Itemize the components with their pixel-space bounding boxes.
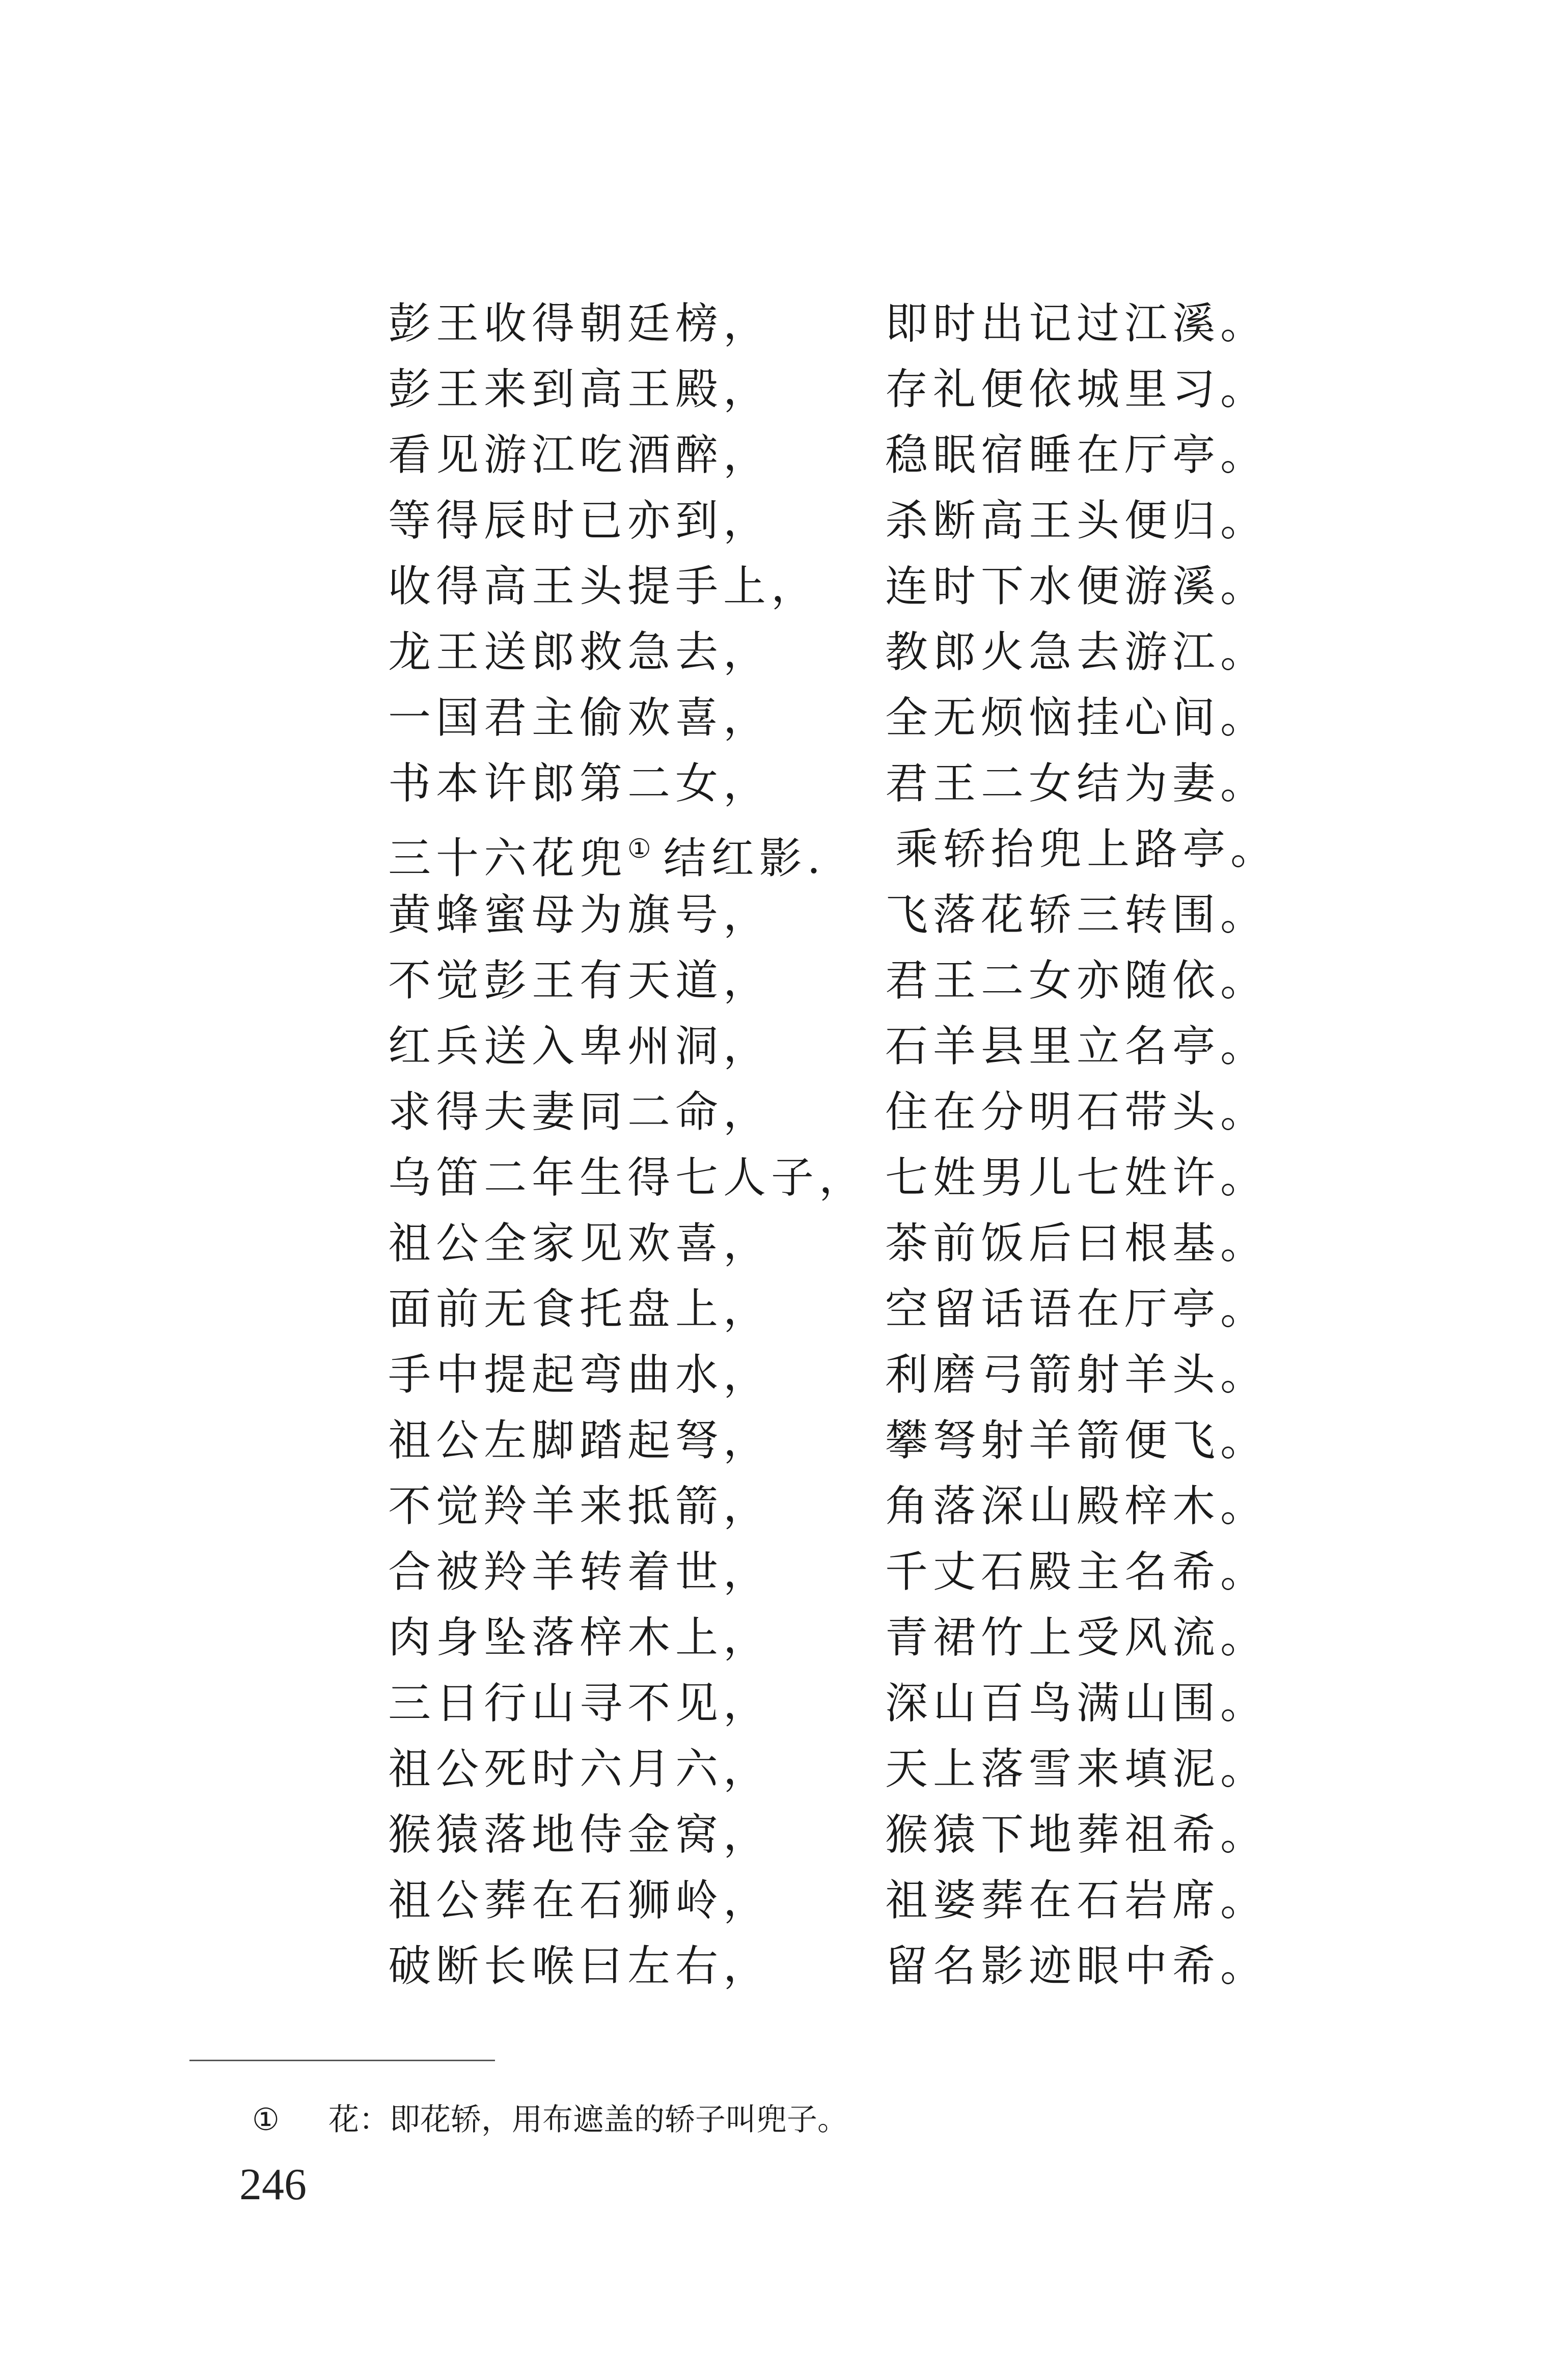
verse-right: 祖婆葬在石岩席。 (885, 1875, 1269, 1925)
verse-line-14 (0, 1144, 1568, 1211)
verse-line-10 (0, 882, 1568, 948)
verse-right: 君王二女亦随依。 (885, 955, 1269, 1005)
verse-left: 黄蜂蜜母为旗号， (388, 890, 772, 940)
verse-left: 收得高王头提手上， (388, 561, 819, 611)
verse-line-11 (0, 947, 1568, 1014)
verse-right: 稳眠宿睡在厅亭。 (885, 430, 1269, 480)
verse-left: 等得辰时已亦到， (388, 496, 772, 545)
verse-line-25 (0, 1867, 1568, 1933)
verse-line-22 (0, 1670, 1568, 1736)
verse-line-3 (0, 422, 1568, 488)
verse-line-6 (0, 619, 1568, 685)
verse-left-after-note: 结红影. (663, 833, 826, 883)
verse-right: 青裙竹上受风流。 (885, 1612, 1269, 1662)
page-number: 246 (239, 2160, 307, 2209)
verse-right: 猴猿下地葬祖希。 (885, 1810, 1269, 1860)
verse-left: 三日行山寻不见， (388, 1678, 772, 1728)
verse-line-23 (0, 1736, 1568, 1802)
verse-left: 彭王来到高王殿， (388, 364, 772, 414)
verse-right: 利磨弓箭射羊头。 (885, 1350, 1269, 1400)
verse-line-26 (0, 1933, 1568, 1999)
verse-line-8 (0, 750, 1568, 816)
verse-line-24 (0, 1801, 1568, 1868)
verse-right: 千丈石殿主名希。 (885, 1547, 1269, 1597)
verse-right: 杀断高王头便归。 (885, 496, 1269, 545)
verse-line-20 (0, 1539, 1568, 1605)
verse-line-7 (0, 685, 1568, 751)
footnote (252, 2099, 848, 2140)
verse-right: 角落深山殿梓木。 (885, 1481, 1269, 1531)
verse-right: 留名影迹眼中希。 (885, 1941, 1269, 1991)
verse-left: 肉身坠落梓木上， (388, 1612, 772, 1662)
footnote-divider (189, 2060, 495, 2061)
verse-left: 书本许郎第二女， (388, 758, 772, 808)
verse-left-before-note: 三十六花兜 (388, 833, 628, 883)
verse-left: 祖公左脚踏起弩， (388, 1415, 772, 1465)
verse-left: 猴猿落地侍金窝， (388, 1810, 772, 1860)
verse-right: 天上落雪来填泥。 (885, 1744, 1269, 1794)
verse-left: 乌笛二年生得七人子， (388, 1153, 867, 1202)
verse-left: 不觉羚羊来抵箭， (388, 1481, 772, 1531)
verse-line-17 (0, 1342, 1568, 1408)
verse-line-16 (0, 1276, 1568, 1342)
verse-left: 祖公葬在石狮岭， (388, 1875, 772, 1925)
verse-right: 君王二女结为妻。 (885, 758, 1269, 808)
verse-left-with-note (388, 816, 826, 891)
verse-left: 看见游江吃酒醉， (388, 430, 772, 480)
verse-left: 一国君主偷欢喜， (388, 693, 772, 743)
verse-line-13 (0, 1079, 1568, 1145)
verse-line-9 (0, 816, 1568, 882)
verse-right: 全无烦恼挂心间。 (885, 693, 1269, 743)
verse-line-15 (0, 1210, 1568, 1276)
verse-right: 飞落花轿三转围。 (885, 890, 1269, 940)
verse-right: 乘轿抬兜上路亭。 (895, 824, 1279, 874)
verse-left: 面前无食托盘上， (388, 1284, 772, 1334)
footnote-marker: ① (252, 2102, 280, 2138)
verse-right: 即时出记过江溪。 (885, 298, 1269, 348)
verse-line-5 (0, 553, 1568, 619)
verse-left: 合被羚羊转着世， (388, 1547, 772, 1597)
verse-right: 茶前饭后曰根基。 (885, 1218, 1269, 1268)
verse-line-4 (0, 487, 1568, 554)
verse-line-19 (0, 1473, 1568, 1539)
verse-right: 空留话语在厅亭。 (885, 1284, 1269, 1334)
verse-line-18 (0, 1407, 1568, 1473)
verse-line-1 (0, 290, 1568, 357)
footnote-reference: ① (627, 834, 651, 864)
verse-right: 住在分明石带头。 (885, 1087, 1269, 1137)
verse-left: 手中提起弯曲水， (388, 1350, 772, 1400)
verse-right: 连时下水便游溪。 (885, 561, 1269, 611)
verse-left: 龙王送郎救急去， (388, 627, 772, 677)
verse-right: 存礼便依城里习。 (885, 364, 1269, 414)
verse-left: 不觉彭王有天道， (388, 955, 772, 1005)
verse-line-12 (0, 1013, 1568, 1079)
verse-left: 祖公全家见欢喜， (388, 1218, 772, 1268)
verse-line-2 (0, 356, 1568, 422)
footnote-text: 花：即花轿，用布遮盖的轿子叫兜子。 (328, 2102, 848, 2138)
verse-right: 攀弩射羊箭便飞。 (885, 1415, 1269, 1465)
verse-right: 深山百鸟满山围。 (885, 1678, 1269, 1728)
verse-left: 红兵送入卑州洞， (388, 1021, 772, 1071)
verse-left: 破断长喉曰左右， (388, 1941, 772, 1991)
verse-right: 教郎火急去游江。 (885, 627, 1269, 677)
verse-right: 七姓男儿七姓许。 (885, 1153, 1269, 1202)
verse-left: 祖公死时六月六， (388, 1744, 772, 1794)
verse-left: 求得夫妻同二命， (388, 1087, 772, 1137)
verse-line-21 (0, 1604, 1568, 1671)
verse-right: 石羊县里立名亭。 (885, 1021, 1269, 1071)
verse-left: 彭王收得朝廷榜， (388, 298, 772, 348)
